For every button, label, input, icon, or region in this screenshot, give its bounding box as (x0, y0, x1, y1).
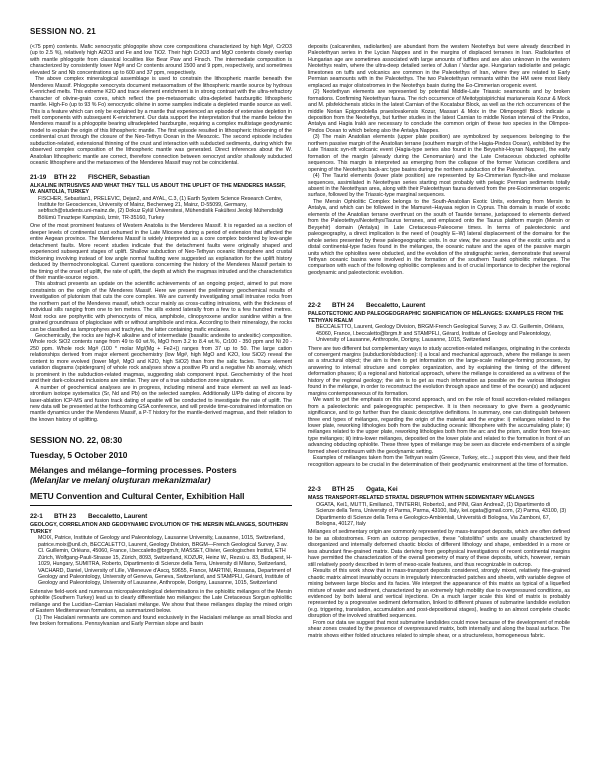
intro-paragraph: deposits (calcarenites, radiolarites) are abundant from the western Neotethys but were already described in Paleotethyan series in the Lycian Nappes and in the margins of displaced terranes in Iran. Radiolarites of Hungarian age are sometimes associated with large amounts of tuffites and are also unknown in the western Neotethys realm, where the ultra-deep detailed series of Julian / Vardar age. Hungarian radiolarite and pelagic limestones on tuffs and volcanics are common in the Paleotethys of Iran, where they are related to Early Permian seamounts with in the Paleotethys. The two Paleotethyan remnants within the HM were most likely emplaced as major olistostromes in the Neotethys basin during the Eo-Cimmerian orogenic event. (308, 44, 570, 89)
intro-paragraph: (3) The main Anatolian elements (upper plate position) are symbolized by sequences belonging to the northern passive margin of the Anatolian terrane (southern margin of the Hagia-Pindos Ocean), exhibited by the Late Triassic syn-rift volcanic event (Hagia-type series also found in the Beyşehir-Hoyran Nappes), the early formation of the margin (already during the Cenomanian) and the Late Cretaceous obducted ophiolite sequences. This margin is interpreted as emerging from the collapse of the former Variscan cordillera and opening of the Neotethys back-arc type basins during the northern subduction of the Paleotethys. (308, 134, 570, 173)
abstract-paragraph: This abstract presents an update on the scientific achievements of an ongoing project, aimed to put more constraints on the origin of the Menderes Massif. Here we present the preliminary geochemical results of investigation of plutonism that cuts the core complex. We are currently investigating small intrusive rocks from the northern part of the Menderes massif, which occur mainly as cross-cutting intrusions, with the thickness of individual sills ranging from one to ten metres. The sills extend laterally from a few to a few hundred metres. Most rocks are porphyritic with phenocrysts of mica, amphibole, clinopyroxene and/or sanidine within a fine grained groundmass of plagioclase with or without amphibole and mica. According to their mineralogy, the rocks can be classified as lamprophyres and trachytes, the latter containing mafic enclaves. (30, 281, 292, 333)
right-column (308, 44, 570, 639)
abstract-code: 21-19 (30, 173, 47, 181)
abstract-paragraph: We want to get the emphasis on this second approach, and on the role of fossil accretion-related mélanges from a paleotectonic and paleogeographic perspective. It is then necessary to give them a geodynamic significance, and to go further than the classic descriptive definitions. In summary, one can distinguish between three end types of mélanges, regarding the origin of the material and the engine: i) mélanges related to the lower plate, reworking lithologies both from the subducting oceanic lithosphere with the accumulating plate; ii) mélanges related to the upper plate, reworking lithologies both from the arc and the prism, and/or from fore-arc type mélanges; iii) intra-lower mélanges, deposited on the lower plate and related to the formation in front of an advancing obducting ophiolite. These three types of mélange may be seen as discrete end-members of a single formed sheet continuum with the geodynamic setting. (308, 397, 570, 455)
abstract-author: Beccaletto, Laurent (366, 302, 426, 310)
intro-paragraph: The Mersin Ophiolitic Complex belongs to the South-Anatolian Exotic Units, extending from Mersin to Antalya, and which can be followed in the Mamuret–Hayasa region in Cyprus. This domain is made of exotic elements of the Anatolian terrane overthrust on the south of Tauride terrane, juxtaposed to elements derived from the Paleotethys/Neotethys/Taurus terranes, and emplaced onto the Taurus platform margin (Mersin or Beyşehir) domain (Antalya) in Late Cretaceous-Paleocene times. In terms of paleotectonic and paleogeography, a direct implication is the need of (roughly E–W) lateral displacement of the domains for the whole series presented by these paleogeographic units. In our view, the source area of the exotic units and a distal continental-type facies found in the mélanges, the oceanic nature and the ages of the passive margin units which the ophiolites were obducted, and the evolution of the stratigraphic series, demonstrate that several Tethyan oceanic basins were involved in the formation of the southern Taurid ophiolitic mélanges. The comparison with each of the following ophiolitic complexes and is of crucial importance to decipher the regional geodynamic and paleotectonic evolution. (308, 198, 570, 276)
abstract-paragraph: Mélanges of sedimentary origin are commonly represented by mass-transport deposits, which are often defined to be as olistostromes. From an outcrop perspective, these "olistoliths" units are usually characterized by disorganized and internally deformed chaotic blocks of different lithology and shape, embedded in a more or less abundant fine-grained matrix. Data deriving from geophysical investigations of recent continental margins have permitted the characterization of the overall geometry of many of these deposits, which, however, remain still relatively poorly described in term of meso-scale features, and thus recognizable in outcrop. (308, 529, 570, 568)
abstract-header (308, 486, 570, 493)
abstract-booth: BTH 22 (54, 173, 77, 181)
abstract-header (30, 174, 292, 181)
abstract-header (308, 302, 570, 309)
abstract-affiliations: OGATA, Kei1, MUTTI, Emiliano1, TINTERRI, Roberto1, and PINI, Gian Andrea2, (1) Dipartimento di Scienze della Terra, University of Parma, Parma, 43100, Italy, kei.ogata@gmail.com, (2) Parma, 43100, (3) Dipartimento di Scienze della Terra e Geologico-Ambientali, Università di Bologna, Via Zamboni, 67, Bologna, 40127, Italy (316, 501, 567, 527)
abstract-booth: BTH 23 (54, 513, 77, 521)
abstract-paragraph: Extensive field-work and numerous micropaleontological determinations in the ophiolitic mélanges of the Mersin ophiolite (Southern Turkey) lead us to clearly differentiate two mélanges: the Late Cretaceous Sorgun ophiolitic mélange and the Lucidian–Carnian Hacialani mélange. We show that these mélanges display the mixed origin of Eastern Mediterranean formations, as summarized below. (30, 588, 292, 615)
intro-paragraph: (2) Neotethyan elements are represented by potential Middle-Late Triassic seamounts and by broken formations. Confirming Neotethyan fauna. The rich occurrence of Meitotypisipirichiai marianensis Kozur & Mock and M. pilsfekichensis sticks in the latest Carnian of the Kocatabur Block, as well as the rich occurrences of the middle Norian Epigondolella praeslovakensis Kozur, Massari & Moix in the Olimpongöl Block indicate a deposition from the Neotethys, but further studies in the latest Carnian to middle Norian interval of the Pindos, Antalya and Hagia Iraklı are necessary to conclude the common origin of these two species in the Olimpos-Pindos Ocean to which belong also the Antalya Nappes. (308, 89, 570, 134)
abstract-paragraph: (1) The Hacialani remnants are common and found exclusively in the Hacialani mélange as small blocks and few broken formations. Pennsylvanian and Early Permian slope and basin (30, 614, 292, 628)
session-header: SESSION NO. 21 (30, 27, 96, 36)
left-column (30, 44, 292, 628)
session-22-block (30, 435, 292, 506)
abstract-title: GEOLOGY, CORRELATION AND GEODYNAMIC EVOLUTION OF THE MERSIN MÉLANGES, SOUTHERN TURKEY (30, 522, 288, 535)
abstract-author: FISCHER, Sebastian (88, 173, 150, 181)
abstract-affiliations: BECCALETTO, Laurent, Geology Division, BRGM-French Geological Survey, 3 av. Cl. Guillemin, Orléans, 45060, France, l.beccaletto@brgm.fr and STAMPFLI, Gérard, Institute of Geology and Paleontology, University of Lausanne, Anthropole, Dorigny, Lausanne, 1015, Switzerland (316, 324, 565, 344)
abstract-code: 22-2 (308, 302, 321, 310)
abstract-author: Beccaletto, Laurent (88, 513, 148, 521)
abstract-paragraph: From our data we suggest that most submarine landslides could move because of the development of mobile shear zones created by the presence of overpressured matrix, both internally and along the basal surface. The matrix shows either folded structures related to simple shear, or a structureless, homogeneous fabric. (308, 619, 570, 639)
abstract-paragraph: There are two different but complementary ways to study accretion-related mélanges, originating in the contexts of convergent margins (subduction/obduction): i) a local and mechanical approach, where the mélange is seen as a structural object; the aim is then to get information on the large-scale mélange-forming processes, by answering to internal structure and complex organization, and by explaining the timing of the different deformation phases; ii) a regional and historical approach, where the mélange is considered as a witness of the history of the regional geology; the aim is to get as much information as possible on the various lithologies found in the mélange, in order to reconstruct the evolution through space and time of the ocean(s) and adjacent margins contemporaneous of its formation. (308, 345, 570, 397)
abstract-affiliations: MOIX, Patrice, Institute of Geology and Paleontology, Lausanne University, Lausanne, 1015, Switzerland, patrice.moix@unil.ch, BECCALETTO, Laurent, Geology Division, BRGM—French Geological Survey, 3 av. Cl. Guillemin, Orléans, 45060, France, l.beccaletto@brgm.fr, MASSET, Olivier, Geologisches Institut, ETH Zürich, Wolfgang-Pauli-Strasse 15, Zürich, 8093, Switzerland, KOZUR, Heinz W., Rezsü u. 83, Budapest, H-1029, Hungary, SUMITRA, Roberto, Dipartimento di Scienze della Terra, University di Milano, Switzerland, VACHARD, Daniel, University of Lille, Villeneuve d'Ascq, 59655, France, MARTINI, Rossana, Department of Geology and Paleontology, University of Geneva, Geneva, Switzerland, and STAMPFLI, Gérard, Institute of Geology and Paleontology, University of Lausanne, Anthropole, Dorigny, Lausanne, 1015, Switzerland (38, 535, 292, 587)
abstract-booth: BTH 25 (332, 486, 355, 494)
session-title-translation: (Melanjlar ve melanj oluşturan mekanizmalar) (30, 475, 211, 486)
abstract-paragraph: Examples of mélanges taken from the Tethyan realm (Greece, Turkey, etc...) support this view, and their field recognition appears to be crucial in the determination of their geodynamic environment at the time of formation. (308, 455, 570, 468)
abstract-paragraph: Geochemically, the rocks are high-K alkaline and of intermediate (basaltic andesite to andesitic) composition. Whole rock SiO2 contents range from 49 to 60 wt.%, MgO from 3.2 to 8.4 wt.%, Cr100 - 350 ppm and Ni 20 - 250 ppm. Whole rock Mg# (100 * molar Mg/(Mg + Fe2+)) ranges from 37 up to 50. The large cation relationships derived from major element geochemistry (low Mg#, high MgO and K2O, low SiO2) reveal the content to more evolved (lower Mg#, MgO and K2O, high SiO2) than from the salic facies. Trace element variation diagrams (spidergram) of whole rock analyses show a positive Pb and a negative Nb anomaly, which is prominent in the subduction-related magmas, suggesting slab component input. Geochemistry of the host and their dark-coloured inclusions are similar. They are of a true subduction zone signature. (30, 333, 292, 385)
intro-paragraph: The above complex mineralogical assemblage is used to constrain the lithospheric mantle beneath the Menderes Massif. Phlogopite xenocrysts document metasomatism of the lithospheric mantle source by hydrous K-enriched melts. This extreme K2O and trace element enrichment is in strong contrast with the ultra-refractory character of olivine-grain cores, which reflect the pre-metasomatic ultra-depleted harzburgitic lithospheric mantle. High-Fo (up to 93 % Fo) xenocrystic olivine in some samples indicate a depleted mantle source as well. This is a feature which can only be explained by a mantle that experienced an episode of extensive depletion in melt components with subsequent K-enrichment. Our data support the interpretation that the mantle below the Menderes massif is a phlogopite bearing ultradepleted harzburgite, requiring a complex multistage geodynamic model to explain the origin of this lithospheric mantle. The first episode resulted in lithospheric thickening of the continental crust through the closure of the Neo-Tethys Ocean in the Mesozoic. The second episode includes subduction-related, extensional thinning of the crust and interaction with subducted sediments, during which the observed complex composition of the lithospheric mantle was generated. Direct inferences about the W. Anatolian lithospheric mantle are correct, therefore connection between xenocryst and/or shallowly subducted oceanic lithosphere and the metasomes of the Menderes Massif may not be coincidental. (30, 76, 292, 167)
session-divider (30, 505, 292, 506)
abstract-paragraph: One of the most prominent features of Western Anatolia is the Menderes Massif. It is regarded as a section of deeper levels of continental crust exhumed in the Late Miocene during a period of extension that affected the entire Aegean province. The Menderes Massif is widely interpreted as a core complex bordered by low-angle detachment faults. More recent studies indicate that the detachment faults were originally shaped and experienced subsequent stages of uplift. Shallow subduction of Neo-Tethyan oceanic lithosphere and crustal thickening involving instead of low angle normal faulting were suggested as explanation for the uplift history deduced by thermochronological. Current questions concerning the history of the Menderes Massif pertain to the timing of the onset of uplift, the rate of uplift, the depth at which the magmas intruded and the characteristics of their mantle-source region. (30, 223, 292, 281)
abstract-paragraph: Results of this work show that in mass-transport deposits considered, strongly mixed, relatively fine-grained chaotic matrix almost invariably occurs in irregularly intercontracted patches and sheets, with variable degree of mixing between large blocks and its facies. We interpret the appearance of this matrix as typical of a liquefied mixture of water and sediment, characterized by an extremely high mobility due to overpressured conditions, as evidenced by both lateral and vertical injections. On a much larger scale this kind of matrix is probably represented by a progressive sediment deformation, linked to different phases of submarine landslide evolution (e.g. triggering, translation, accumulation and post-depositional stages), leading to an almost complete chaotic disruption of the involved stratified sequences. (308, 568, 570, 620)
abstract-code: 22-3 (308, 486, 321, 494)
abstract-booth: BTH 24 (332, 302, 355, 310)
abstract-header (30, 513, 292, 520)
abstract-paragraph: A number of geochemical analyses are in progress, including mineral and trace element as well as lead-strontium isotope systematics (Sr, Nd and Pb) on the selected samples. Additionally U/Pb dating of zircons by laser-ablation ICP-MS and fusion track dating of apatite will be conducted to investigate the rate of uplift. The new data will be presented at the forthcoming GSA conference, and will provide time-constrained information on mantle dynamics under the Menderes Massif, a P-T history for the mantle-derived magmas, and their relation to the known history of uplifting. (30, 384, 292, 423)
abstract-code: 22-1 (30, 513, 43, 521)
abstract-title: PALEOTECTONIC AND PALEOGEOGRAPHIC SIGNIFICATION OF MÉLANGES: EXAMPLES FROM THE TETHYAN REALM (308, 311, 564, 324)
intro-paragraph: (<75 ppm) contents. Mafic xenocrystic phlogopite show core compositions characterized by high Mg#, Cr2O3 (up to 2.5 %), relatively high Al2O3 and Fe and low TiO2. Their high Cr2O3 and MgO contents closely overlap with mantle phlogopite from classical localities like Bear Paw and Finsch. The intermediate composition is characterized by consistently lower Mg# and Cr contents around 1500 and 9 ppm, respectively, and sometimes elevated Sr and Nb concentrations up to 600 and 37 ppm, respectively. (30, 44, 292, 76)
session-date: Tuesday, 5 October 2010 (30, 450, 128, 461)
session-number: SESSION NO. 22, 08:30 (30, 435, 123, 446)
abstract-affiliations: FISCHER, Sebastian1, PRELEVIC, Dejan2, and AYAL, C.3, (1) Earth System Science Research Centre, Institute for Geosciences, University of Mainz, Becherweg 21, Mainz, D-55099, Germany, sebfisch@students.uni-mainz.de, (2) Dokuz Eylül Üniversitesi, Mühendislik Fakültesi Jeoloji Mühendisliği Bölümü Tınaztepe Kampüsü, Izmir, TR-35160, Turkey (38, 195, 284, 221)
abstract-title: MASS TRANSPORT-RELATED STRATAL DISRUPTION WITHIN SEDIMENTARY MÉLANGES (308, 495, 535, 502)
abstract-title: ALKALINE INTRUSIVES AND WHAT THEY TELL US ABOUT THE UPLIFT OF THE MENDERES MASSIF, W. ANATOLIA, TURKEY (30, 182, 286, 196)
session-title: Mélanges and mélange–forming processes. Posters (30, 465, 237, 476)
abstract-author: Ogata, Kei (366, 486, 398, 494)
intro-paragraph: (4) The Taurid elements (lower plate position) are represented by Eo-Cimmerian flysch-like and molasse sequences, assimilated in Neotethyan series starting most probably with pelagic Permian sediments totally absent in the Neotethyan area, along with their Paleotethyan fauna derived from the pre-Eocimmerian orogenic surface, followed by the Triassic-type marginal sequences. (308, 173, 570, 199)
session-location: METU Convention and Cultural Center, Exhibition Hall (30, 491, 245, 502)
